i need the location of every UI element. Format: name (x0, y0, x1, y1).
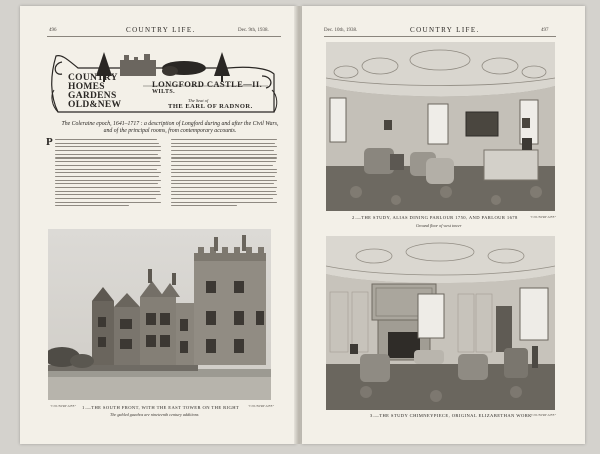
drop-cap: P (46, 136, 53, 148)
article-subtitle: WILTS. (152, 89, 176, 95)
series-line-1: COUNTRY (68, 73, 118, 83)
photo1-copyright: "COUNTRY LIFE" (248, 404, 275, 408)
series-line-2: HOMES (68, 82, 105, 92)
left-header-rule (47, 36, 281, 37)
photo-study-room (326, 42, 555, 211)
body-column-2 (171, 139, 277, 209)
photo2-caption: 2.—THE STUDY, ALIAS DINING PARLOUR 1750, AND PARLOUR 1678 (352, 215, 518, 220)
right-header-rule (324, 36, 556, 37)
left-running-title: COUNTRY LIFE. (126, 26, 196, 34)
photo1-caption: 1.—THE SOUTH FRONT, WITH THE EAST TOWER ON THE RIGHT (82, 405, 240, 410)
right-page-number: 497 (541, 28, 549, 33)
photo-chimneypiece (326, 236, 555, 410)
photo3-copyright: "COUNTRY LIFE" (530, 413, 557, 417)
photo1-copyright-left: "COUNTRY LIFE" (50, 404, 77, 408)
series-line-4: OLD&NEW (68, 100, 122, 110)
article-intro: The Coleraine epoch, 1641–1717 : a description of Longford during and after the Civil Wars, and of the principal rooms, from contemporary accounts. (61, 121, 279, 134)
series-line-3: GARDENS (68, 91, 117, 101)
right-running-title: COUNTRY LIFE. (410, 26, 480, 34)
photo2-copyright: "COUNTRY LIFE" (530, 215, 557, 219)
right-page-date: Dec. 10th, 1938. (324, 28, 358, 33)
photo2-subcaption: Ground floor of west tower (416, 223, 462, 228)
article-title: LONGFORD CASTLE—II. (152, 79, 263, 89)
photo-south-front (48, 229, 271, 400)
owner-name: THE EARL OF RADNOR. (168, 103, 253, 110)
left-page-number: 496 (49, 28, 57, 33)
left-page-date: Dec. 9th, 1938. (238, 28, 269, 33)
photo1-subcaption: The gabled gazebos are nineteenth century additions (110, 412, 199, 417)
photo3-caption: 3.—THE STUDY CHIMNEYPIECE, ORIGINAL ELIZABETHAN WORK (370, 413, 532, 418)
seat-of-label: The Seat of (188, 98, 209, 103)
body-column-1 (55, 139, 161, 209)
article-banner (48, 46, 278, 118)
